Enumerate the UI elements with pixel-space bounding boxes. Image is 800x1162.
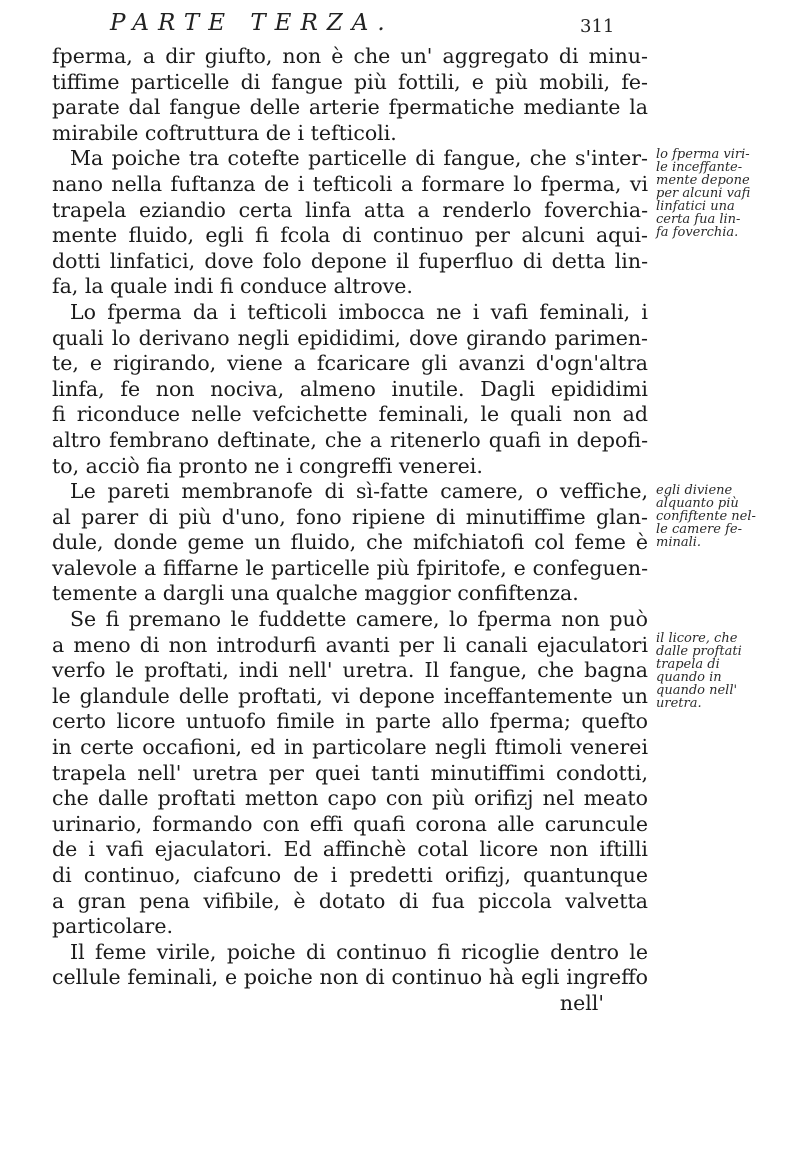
text-line: valevole a fiffarne le particelle più fpiritofe, e confeguen- [52, 555, 648, 580]
text-line: Il feme virile, poiche di continuo fi ricoglie dentro le [70, 939, 648, 964]
margin-note-line: egli diviene [656, 483, 733, 498]
page-number: 311 [580, 16, 615, 37]
text-line: tiffime particelle di fangue più fottili, e più mobili, fe- [52, 69, 648, 94]
text-line: cellule feminali, e poiche non di continuo hà egli ingreffo [52, 965, 648, 990]
margin-note-line: alquanto più [656, 496, 739, 511]
margin-note-line: le camere fe- [656, 522, 742, 537]
margin-note-line: trapela di [656, 657, 720, 672]
text-line: in certe occafioni, ed in particolare negli ftimoli venerei [52, 735, 648, 760]
text-line: Ma poiche tra cotefte particelle di fangue, che s'inter- [70, 146, 648, 171]
text-line: particolare. [52, 914, 173, 939]
margin-note [656, 632, 742, 710]
margin-note-line: quando in [656, 670, 722, 685]
text-line: urinario, formando con effi quafi corona alle caruncule [52, 811, 648, 836]
text-line: parate dal fangue delle arterie fpermatiche mediante la [52, 95, 648, 120]
text-line: Lo fperma da i tefticoli imbocca ne i vafi feminali, i [70, 299, 648, 324]
margin-note-line: le inceffante- [656, 160, 743, 175]
text-line: to, acciò fia pronto ne i congreffi venerei. [52, 453, 483, 478]
text-line: mente fluido, egli fi fcola di continuo per alcuni aqui- [52, 223, 648, 248]
text-line: a gran pena vifibile, è dotato di fua piccola valvetta [52, 888, 648, 913]
text-line: verfo le proftati, indi nell' uretra. Il fangue, che bagna [52, 658, 648, 683]
margin-note [656, 148, 750, 239]
text-line: a meno di non introdurfi avanti per li canali ejaculatori [52, 632, 648, 657]
margin-note-line: mente depone [656, 173, 750, 188]
margin-note-line: il licore, che [656, 631, 738, 646]
text-line: le glandule delle proftati, vi depone inceffantemente un [52, 683, 648, 708]
text-line: dule, donde geme un fluido, che mifchiatofi col feme è [52, 530, 648, 555]
margin-note-line: uretra. [656, 696, 702, 711]
text-line: quali lo derivano negli epididimi, dove girando parimen- [52, 325, 648, 350]
text-line: trapela nell' uretra per quei tanti minutiffimi condotti, [52, 760, 648, 785]
margin-note-line: confiftente nel- [656, 509, 756, 524]
margin-note-line: quando nell' [656, 683, 738, 698]
text-line: certo licore untuofo fimile in parte allo fperma; quefto [52, 709, 648, 734]
text-line: fperma, a dir giufto, non è che un' aggregato di minu- [52, 44, 648, 68]
text-line: fi riconduce nelle vefcichette feminali, le quali non ad [52, 402, 648, 427]
body-text [52, 44, 648, 1017]
margin-note-line: linfatici una [656, 199, 735, 214]
margin-note-line: per alcuni vafi [656, 186, 751, 201]
text-line: Se fi premano le fuddette camere, lo fperma non può [70, 607, 648, 632]
margin-note-line: minali. [656, 535, 702, 550]
text-line: altro fembrano deftinate, che a ritenerlo quafi in depofi- [52, 427, 648, 452]
text-line: linfa, fe non nociva, almeno inutile. Dagli epididimi [52, 376, 648, 401]
text-line: Le pareti membranofe di sì-fatte camere, o veffiche, [70, 479, 648, 504]
text-line: trapela eziandio certa linfa atta a renderlo foverchia- [52, 197, 648, 222]
text-line: di continuo, ciafcuno de i predetti orifizj, quantunque [52, 863, 648, 887]
catchword: nell' [559, 990, 604, 1015]
margin-note-line: fa foverchia. [656, 225, 739, 240]
text-line: de i vafi ejaculatori. Ed affinchè cotal licore non iftilli [52, 837, 648, 862]
margin-note [656, 484, 756, 549]
text-line: che dalle proftati metton capo con più orifizj nel meato [52, 786, 648, 811]
text-line: dotti linfatici, dove folo depone il fuperfluo di detta lin- [52, 248, 648, 273]
margin-note-line: lo fperma viri- [656, 147, 750, 162]
text-line: fa, la quale indi fi conduce altrove. [52, 274, 413, 299]
text-line: temente a dargli una qualche maggior confiftenza. [52, 581, 579, 606]
margin-note-line: dalle proftati [656, 644, 742, 659]
text-line: mirabile coftruttura de i tefticoli. [52, 120, 397, 145]
margin-note-line: certa fua lin- [656, 212, 741, 227]
running-head: PARTE TERZA. [110, 10, 394, 36]
text-line: nano nella fuftanza de i tefticoli a formare lo fperma, vi [52, 171, 648, 196]
text-line: al parer di più d'uno, fono ripiene di minutiffime glan- [52, 504, 648, 529]
text-line: te, e rigirando, viene a fcaricare gli avanzi d'ogn'altra [52, 351, 648, 376]
